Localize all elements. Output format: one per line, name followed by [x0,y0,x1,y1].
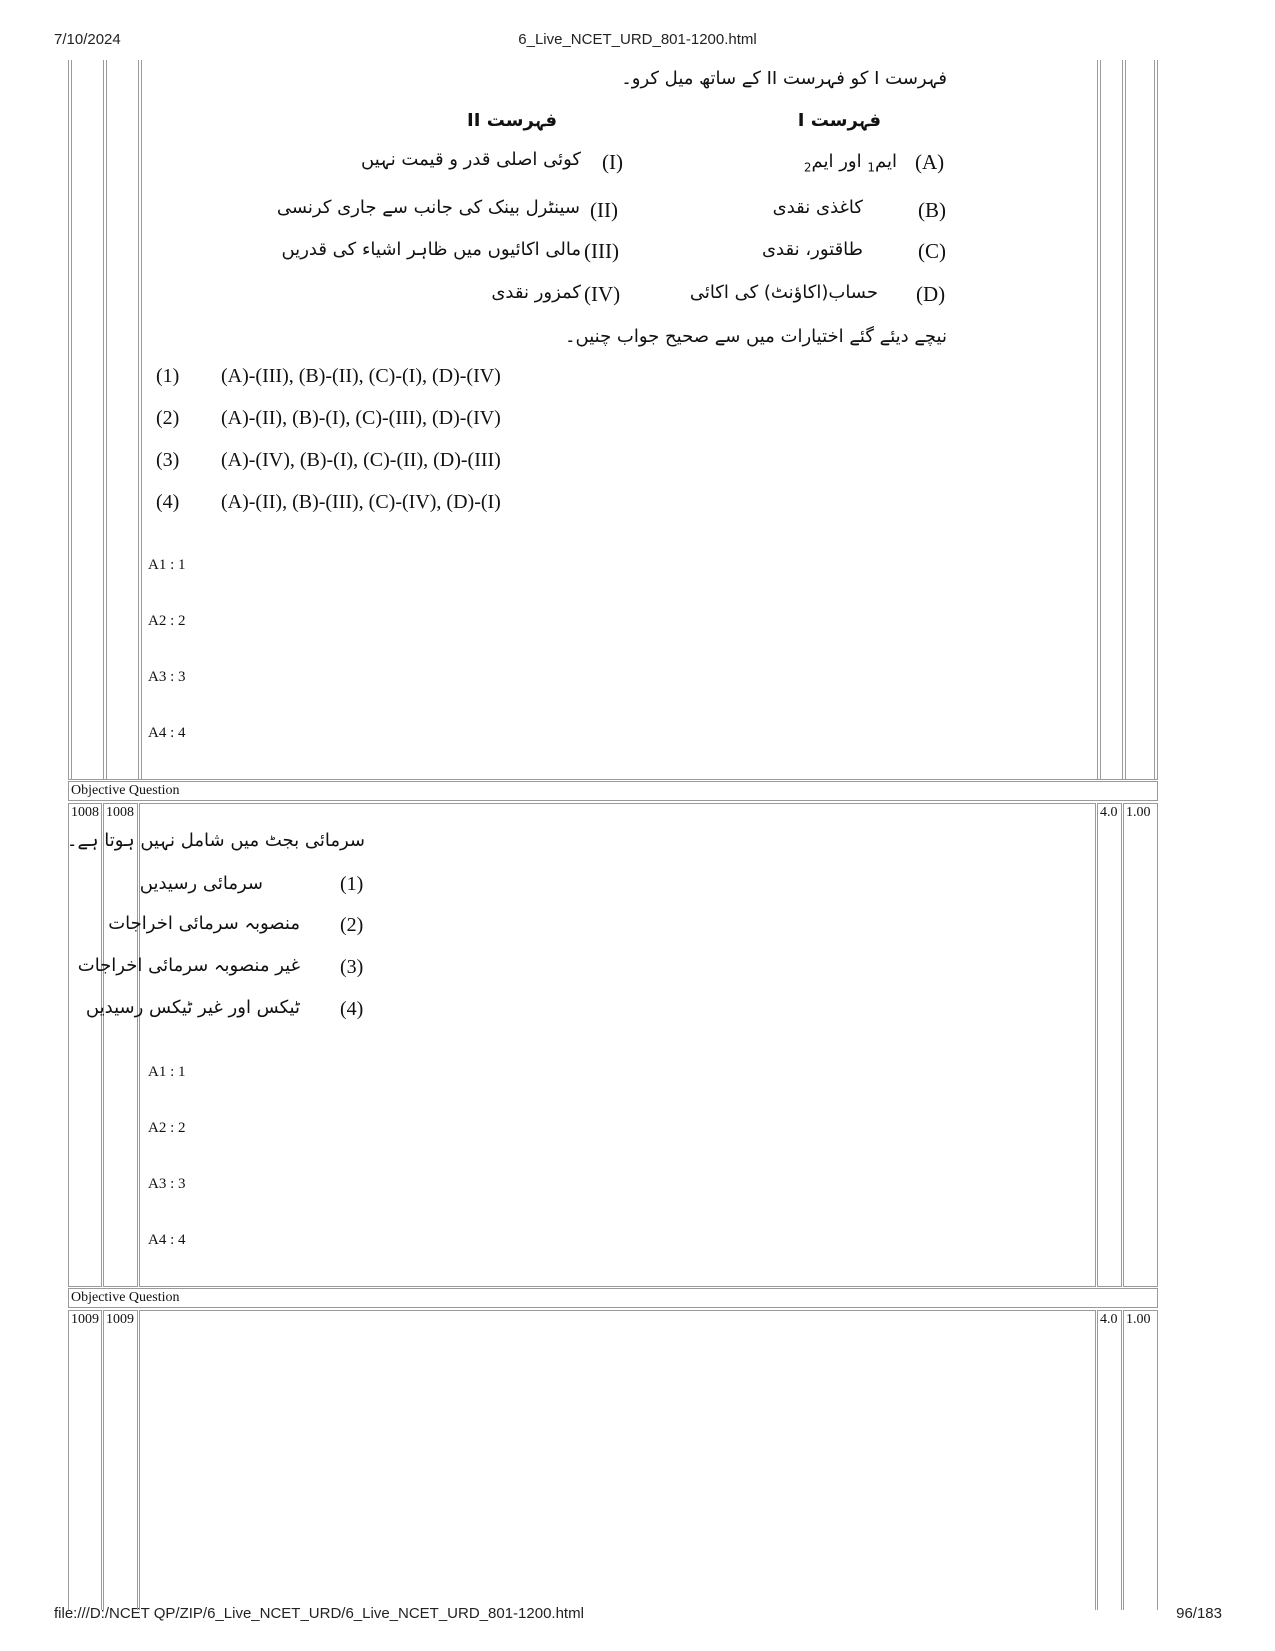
serial-number-cell: 1009 [68,1310,102,1610]
answer-key: A4 : 4 [148,1232,186,1248]
match-instruction: فہرست I کو فہرست II کے ساتھ میل کرو۔ [621,68,947,89]
option-number: (4) [340,998,364,1020]
option-text: ٹیکس اور غیر ٹیکس رسیدیں [85,997,300,1018]
item-text: حساب(اکاؤنٹ) کی اکائی [689,282,878,303]
question-id-cell: 1008 [103,803,138,1287]
choose-instruction: نیچے دیئے گئے اختیارات میں سے صحیح جواب چنیں۔ [564,326,947,347]
question-body-cell [139,1310,1096,1610]
page-number: 96/183 [1176,1605,1222,1622]
file-path: file:///D:/NCET QP/ZIP/6_Live_NCET_URD/6_Live_NCET_URD_801-1200.html [54,1605,584,1622]
answer-key: A1 : 1 [148,1064,186,1080]
option-text: (A)-(IV), (B)-(I), (C)-(II), (D)-(III) [221,449,501,471]
item-label: (A) [915,150,945,174]
document-title: 6_Live_NCET_URD_801-1200.html [518,31,757,48]
option-text: (A)-(III), (B)-(II), (C)-(I), (D)-(IV) [221,365,501,387]
option-text: سرمائی رسیدیں [139,873,263,894]
option-text: (A)-(II), (B)-(III), (C)-(IV), (D)-(I) [221,491,501,513]
option-text: غیر منصوبہ سرمائی اخراجات [77,955,300,976]
item-text: کاغذی نقدی [772,197,863,218]
option-text: (A)-(II), (B)-(I), (C)-(III), (D)-(IV) [221,407,501,429]
item-text: کمزور نقدی [491,282,581,303]
negative-marks-cell: 1.00 [1123,1310,1158,1610]
answer-key: A4 : 4 [148,725,186,741]
answer-key: A3 : 3 [148,669,186,685]
item-label: (II) [590,198,618,222]
marks-cell: 4.0 [1097,803,1122,1287]
answer-key: A3 : 3 [148,1176,186,1192]
serial-number-cell: 1008 [68,803,102,1287]
section-label: Objective Question [68,781,1158,801]
list-2-title: فہرست II [467,110,557,131]
answer-key: A2 : 2 [148,613,186,629]
question-id-cell: 1009 [103,1310,138,1610]
section-label: Objective Question [68,1288,1158,1308]
option-number: (1) [156,365,180,387]
list-1-title: فہرست I [797,110,881,131]
option-text: منصوبہ سرمائی اخراجات [108,913,300,934]
item-label: (C) [918,239,946,263]
item-label: (IV) [584,282,621,306]
item-label: (D) [916,282,946,306]
item-text: ایم$_1$ اور ایم$_2$ [803,151,897,175]
item-text: مالی اکائیوں میں ظاہر اشیاء کی قدریں [281,239,581,260]
item-label: (B) [918,198,946,222]
answer-key: A2 : 2 [148,1120,186,1136]
item-label: (III) [584,239,619,263]
option-number: (2) [340,914,364,936]
q1008-question-text: سرمائی بجٹ میں شامل نہیں ہوتا ہے۔ [66,830,365,851]
option-number: (4) [156,491,180,513]
answer-key: A1 : 1 [148,557,186,573]
negative-marks-cell: 1.00 [1123,803,1158,1287]
question-body-cell [139,803,1096,1287]
item-text: سینٹرل بینک کی جانب سے جاری کرنسی [276,197,580,218]
item-text: کوئی اصلی قدر و قیمت نہیں [361,149,581,170]
item-text: طاقتور، نقدی [761,239,863,260]
option-number: (2) [156,407,180,429]
option-number: (3) [340,956,364,978]
option-number: (1) [340,873,364,895]
item-label: (I) [602,150,623,174]
print-date: 7/10/2024 [54,31,121,48]
option-number: (3) [156,449,180,471]
marks-cell: 4.0 [1097,1310,1122,1610]
